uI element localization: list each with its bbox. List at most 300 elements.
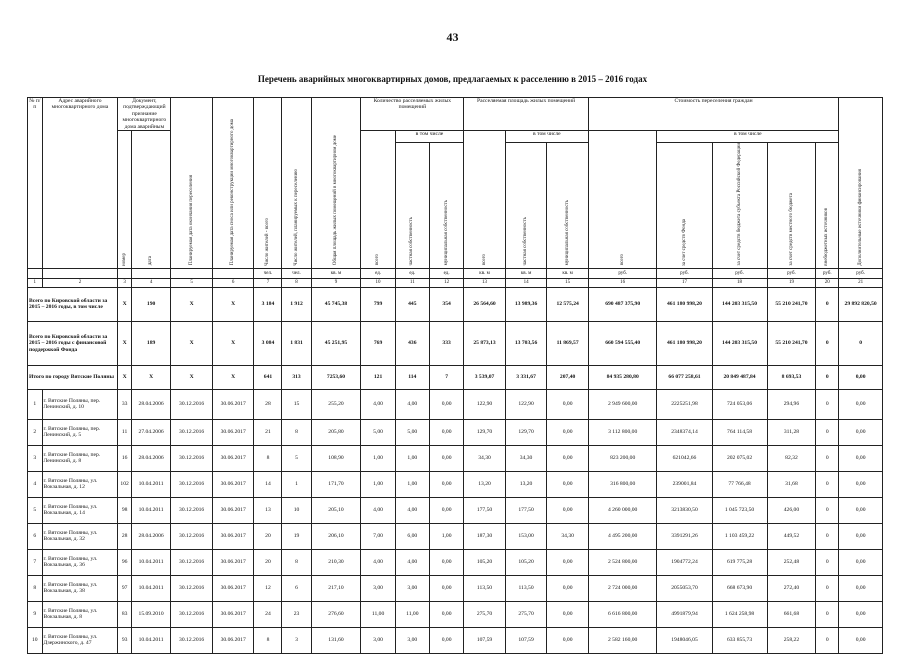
header-doc-number-text: номер: [121, 252, 127, 266]
header-cost-total-text: всего: [619, 254, 625, 266]
header-residents-planned: [282, 98, 311, 269]
row-cell: 0,00: [839, 627, 883, 653]
row-cell: 0: [816, 389, 839, 419]
row-address: г. Вятские Поляны, пер. Ленинский, д. 10: [42, 389, 118, 419]
row-cell: 82,32: [767, 445, 816, 471]
row-cell: 0,00: [429, 575, 463, 601]
header-cost-regional: [712, 143, 767, 269]
row-cell: 13: [254, 497, 282, 523]
row-cell: 0: [816, 497, 839, 523]
summary-cell: 144 203 315,50: [712, 321, 767, 365]
row-cell: 1,00: [395, 471, 429, 497]
row-cell: 311,28: [767, 419, 816, 445]
row-cell: 28.04.2006: [131, 445, 170, 471]
header-rooms-area: Расселяемая площадь жилых помещений: [464, 98, 589, 131]
header-area-municipal-text: муниципальная собственность: [564, 200, 570, 266]
row-cell: 171,70: [311, 471, 361, 497]
row-cell: 1 624 258,98: [712, 601, 767, 627]
table-row: [28, 389, 883, 419]
summary-cell: X: [118, 321, 132, 365]
row-cell: 0,00: [547, 445, 589, 471]
header-area-total-text: Общая площадь жилых помещений в многоквартирном доме: [333, 135, 339, 266]
row-cell: 20: [254, 523, 282, 549]
row-cell: 205,10: [311, 497, 361, 523]
row-cell: 4991879,94: [657, 601, 712, 627]
row-cell: 0,00: [429, 601, 463, 627]
row-cell: 4,00: [361, 549, 395, 575]
summary-label: Итого по городу Вятские Поляны: [28, 365, 118, 389]
row-cell: 107,59: [505, 627, 547, 653]
summary-cell: 12 575,24: [547, 287, 589, 321]
summary-cell: 7253,60: [311, 365, 361, 389]
unit-cell: кв. м: [464, 268, 506, 278]
row-cell: 0,00: [839, 523, 883, 549]
unit-cell: кв. м: [547, 268, 589, 278]
row-cell: 0,00: [547, 575, 589, 601]
row-cell: 1: [282, 471, 311, 497]
header-cost-regional-text: за счет средств бюджета субъекта Российской Федерации: [736, 143, 742, 266]
header-area-total: [311, 98, 361, 269]
row-cell: 96: [118, 549, 132, 575]
summary-cell: 0: [839, 321, 883, 365]
row-number: 5: [28, 497, 43, 523]
column-number: 4: [131, 278, 170, 287]
column-number: 20: [816, 278, 839, 287]
column-number: 13: [464, 278, 506, 287]
row-cell: 202 075,02: [712, 445, 767, 471]
row-number: 8: [28, 575, 43, 601]
row-cell: 2 524 800,00: [588, 549, 657, 575]
row-cell: 14: [254, 471, 282, 497]
unit-cell: чел.: [282, 268, 311, 278]
row-cell: 10.04.2011: [131, 575, 170, 601]
header-extra-text: Дополнительные источники финансирования: [857, 168, 863, 266]
row-cell: 0,00: [429, 419, 463, 445]
row-cell: 2 724 000,00: [588, 575, 657, 601]
row-cell: 4,00: [361, 389, 395, 419]
row-cell: 3391291,26: [657, 523, 712, 549]
header-cost-other: [816, 143, 839, 269]
row-cell: 252,48: [767, 549, 816, 575]
row-cell: 619 775,28: [712, 549, 767, 575]
row-address: г. Вятские Поляны, ул. Дзержинского, д. 47: [42, 627, 118, 653]
row-cell: 11: [118, 419, 132, 445]
summary-cell: 8 693,53: [767, 365, 816, 389]
row-cell: 21: [254, 419, 282, 445]
summary-cell: 333: [429, 321, 463, 365]
row-cell: 23: [282, 601, 311, 627]
column-number: 3: [118, 278, 132, 287]
row-cell: 13,20: [464, 471, 506, 497]
summary-cell: 354: [429, 287, 463, 321]
row-cell: 12: [254, 575, 282, 601]
column-number: 15: [547, 278, 589, 287]
unit-cell: [42, 268, 118, 278]
row-cell: 2348374,14: [657, 419, 712, 445]
row-cell: 30.06.2017: [212, 575, 254, 601]
row-cell: 30.06.2017: [212, 523, 254, 549]
row-cell: 0,00: [547, 389, 589, 419]
summary-cell: 66 077 258,61: [657, 365, 712, 389]
row-cell: 10: [282, 497, 311, 523]
summary-cell: 0: [816, 365, 839, 389]
row-cell: 3 112 800,00: [588, 419, 657, 445]
unit-cell: руб.: [588, 268, 657, 278]
column-number: 12: [429, 278, 463, 287]
unit-cell: руб.: [839, 268, 883, 278]
row-cell: 5: [282, 445, 311, 471]
header-rooms-including: в том числе: [395, 131, 464, 143]
row-cell: 2 582 160,00: [588, 627, 657, 653]
column-number: 11: [395, 278, 429, 287]
row-cell: 4,00: [395, 497, 429, 523]
row-cell: 0,00: [547, 549, 589, 575]
unit-cell: [212, 268, 254, 278]
header-rooms-total-text: всего: [375, 254, 381, 266]
row-cell: 8: [254, 445, 282, 471]
row-cell: 8: [282, 549, 311, 575]
row-address: г. Вятские Поляны, пер. Ленинский, д. 8: [42, 445, 118, 471]
row-cell: 93: [118, 627, 132, 653]
summary-cell: 189: [131, 321, 170, 365]
summary-cell: 114: [395, 365, 429, 389]
row-cell: 34,30: [547, 523, 589, 549]
row-cell: 7,00: [361, 523, 395, 549]
row-cell: 10.04.2011: [131, 471, 170, 497]
table-row: [28, 601, 883, 627]
summary-row: [28, 321, 883, 365]
summary-cell: 190: [131, 287, 170, 321]
column-number: 1: [28, 278, 43, 287]
row-cell: 31,68: [767, 471, 816, 497]
table-row: [28, 445, 883, 471]
row-cell: 30.06.2017: [212, 419, 254, 445]
column-number: 21: [839, 278, 883, 287]
row-number: 7: [28, 549, 43, 575]
column-number: 7: [254, 278, 282, 287]
row-cell: 3,00: [361, 627, 395, 653]
header-area-private: [505, 143, 547, 269]
header-cost-fund: [657, 143, 712, 269]
row-cell: 5,00: [395, 419, 429, 445]
column-number: 6: [212, 278, 254, 287]
summary-cell: 1 912: [282, 287, 311, 321]
row-number: 4: [28, 471, 43, 497]
summary-row: [28, 365, 883, 389]
row-cell: 34,30: [464, 445, 506, 471]
unit-cell: руб.: [816, 268, 839, 278]
header-cost-other-text: внебюджетных источников: [824, 207, 830, 266]
table-row: [28, 627, 883, 653]
row-cell: 10.04.2011: [131, 627, 170, 653]
summary-cell: 45 745,38: [311, 287, 361, 321]
row-cell: 294,96: [767, 389, 816, 419]
unit-cell: руб.: [657, 268, 712, 278]
column-number: 9: [311, 278, 361, 287]
row-cell: 1904772,24: [657, 549, 712, 575]
row-cell: 0,00: [839, 445, 883, 471]
row-cell: 0: [816, 549, 839, 575]
summary-cell: 641: [254, 365, 282, 389]
column-number: 5: [171, 278, 213, 287]
summary-cell: 121: [361, 365, 395, 389]
row-cell: 19: [282, 523, 311, 549]
summary-cell: 1 831: [282, 321, 311, 365]
row-cell: 621042,66: [657, 445, 712, 471]
header-rooms-count: Количество расселяемых жилых помещений: [361, 98, 464, 131]
table-row: [28, 575, 883, 601]
unit-cell: кв. м: [311, 268, 361, 278]
header-cost-fund-text: за счет средств Фонда: [681, 218, 687, 266]
row-cell: 3,00: [361, 575, 395, 601]
row-cell: 217,10: [311, 575, 361, 601]
row-cell: 30.12.2016: [171, 601, 213, 627]
summary-cell: 55 210 241,70: [767, 321, 816, 365]
row-cell: 0,00: [429, 445, 463, 471]
column-number: 17: [657, 278, 712, 287]
units-row: [28, 268, 883, 278]
row-cell: 2 949 600,00: [588, 389, 657, 419]
row-cell: 724 053,06: [712, 389, 767, 419]
row-cell: 0,00: [547, 471, 589, 497]
row-cell: 255,20: [311, 389, 361, 419]
row-cell: 28: [254, 389, 282, 419]
row-cell: 30.06.2017: [212, 601, 254, 627]
row-cell: 83: [118, 601, 132, 627]
row-cell: 129,70: [464, 419, 506, 445]
row-cell: 108,90: [311, 445, 361, 471]
row-cell: 0: [816, 575, 839, 601]
table-row: [28, 419, 883, 445]
header-area-municipal: [547, 143, 589, 269]
header-area-total-2-text: всего: [481, 254, 487, 266]
header-area-including: в том числе: [505, 131, 588, 143]
summary-cell: X: [212, 287, 254, 321]
header-cost-total: [588, 131, 657, 269]
summary-cell: 461 180 998,20: [657, 287, 712, 321]
unit-cell: [171, 268, 213, 278]
row-cell: 4,00: [361, 497, 395, 523]
row-cell: 449,52: [767, 523, 816, 549]
row-cell: 30.06.2017: [212, 445, 254, 471]
row-address: г. Вятские Поляны, ул. Вокзальная, д. 8: [42, 601, 118, 627]
header-planned-demolition: [212, 98, 254, 269]
row-cell: 4 260 000,00: [588, 497, 657, 523]
unit-cell: ед.: [395, 268, 429, 278]
header-doc-date: [131, 131, 170, 269]
row-cell: 177,50: [505, 497, 547, 523]
summary-cell: 461 180 998,20: [657, 321, 712, 365]
summary-cell: 3 539,07: [464, 365, 506, 389]
row-number: 1: [28, 389, 43, 419]
unit-cell: руб.: [767, 268, 816, 278]
row-cell: 1,00: [395, 445, 429, 471]
summary-cell: 13 989,36: [505, 287, 547, 321]
row-cell: 1,00: [361, 471, 395, 497]
summary-cell: 3 184: [254, 287, 282, 321]
summary-cell: 55 210 241,70: [767, 287, 816, 321]
row-cell: 24: [254, 601, 282, 627]
summary-cell: 660 594 555,40: [588, 321, 657, 365]
row-cell: 153,00: [505, 523, 547, 549]
row-cell: 764 114,58: [712, 419, 767, 445]
row-cell: 34,30: [505, 445, 547, 471]
row-cell: 1 045 723,50: [712, 497, 767, 523]
summary-label: Всего по Кировской области за 2015 – 2016 годы, в том числе: [28, 287, 118, 321]
housing-table: [27, 97, 883, 654]
row-cell: 30.06.2017: [212, 389, 254, 419]
unit-cell: кв. м: [505, 268, 547, 278]
row-address: г. Вятские Поляны, ул. Вокзальная, д. 38: [42, 575, 118, 601]
summary-cell: X: [212, 365, 254, 389]
row-cell: 0,00: [429, 389, 463, 419]
summary-cell: 207,40: [547, 365, 589, 389]
summary-row: [28, 287, 883, 321]
summary-cell: 3 331,67: [505, 365, 547, 389]
column-number: 19: [767, 278, 816, 287]
row-cell: 30.12.2016: [171, 389, 213, 419]
row-cell: 6 616 800,00: [588, 601, 657, 627]
row-cell: 0,00: [839, 549, 883, 575]
row-cell: 0,00: [429, 497, 463, 523]
row-cell: 4,00: [395, 389, 429, 419]
row-number: 6: [28, 523, 43, 549]
row-cell: 30.12.2016: [171, 575, 213, 601]
row-cell: 0,00: [839, 575, 883, 601]
header-rooms-municipal-text: муниципальная собственность: [443, 200, 449, 266]
column-number: 2: [42, 278, 118, 287]
row-cell: 30.12.2016: [171, 549, 213, 575]
row-cell: 0,00: [429, 471, 463, 497]
header-document: Документ, подтверждающий признание многоквартирного дома аварийным: [118, 98, 171, 131]
table-row: [28, 497, 883, 523]
row-address: г. Вятские Поляны, пер. Ленинский, д. 5: [42, 419, 118, 445]
header-rooms-total: [361, 131, 395, 269]
row-cell: 10.04.2011: [131, 549, 170, 575]
row-cell: 77 766,48: [712, 471, 767, 497]
row-cell: 2055053,70: [657, 575, 712, 601]
row-cell: 30.12.2016: [171, 419, 213, 445]
row-cell: 0,00: [429, 627, 463, 653]
summary-cell: 3 084: [254, 321, 282, 365]
row-cell: 3213830,50: [657, 497, 712, 523]
row-cell: 4,00: [395, 549, 429, 575]
column-number: 18: [712, 278, 767, 287]
row-cell: 28.04.2006: [131, 523, 170, 549]
row-cell: 0,00: [839, 497, 883, 523]
row-cell: 11,00: [361, 601, 395, 627]
row-cell: 27.04.2006: [131, 419, 170, 445]
header-cost-including: в том числе: [657, 131, 839, 143]
row-cell: 3,00: [395, 627, 429, 653]
table-row: [28, 471, 883, 497]
row-cell: 275,70: [464, 601, 506, 627]
header-residents-text: Число жителей - всего: [265, 217, 271, 266]
summary-cell: 0: [816, 287, 839, 321]
row-cell: 1,00: [361, 445, 395, 471]
header-planned-end: [171, 98, 213, 269]
row-cell: 8: [254, 627, 282, 653]
row-cell: 28.04.2006: [131, 389, 170, 419]
column-number: 8: [282, 278, 311, 287]
row-cell: 131,60: [311, 627, 361, 653]
row-cell: 33: [118, 389, 132, 419]
table-row: [28, 549, 883, 575]
row-cell: 113,50: [464, 575, 506, 601]
row-cell: 15: [282, 389, 311, 419]
row-cell: 30.06.2017: [212, 549, 254, 575]
row-cell: 1948046,05: [657, 627, 712, 653]
row-cell: 1 103 459,22: [712, 523, 767, 549]
unit-cell: [28, 268, 43, 278]
row-cell: 6: [282, 575, 311, 601]
row-number: 10: [28, 627, 43, 653]
row-cell: 15.09.2010: [131, 601, 170, 627]
header-address: Адрес аварийного многоквартирного дома: [42, 98, 118, 269]
row-cell: 206,10: [311, 523, 361, 549]
header-num: № п/п: [28, 98, 43, 269]
column-number: 14: [505, 278, 547, 287]
row-cell: 0: [816, 419, 839, 445]
row-cell: 661,68: [767, 601, 816, 627]
row-cell: 668 673,90: [712, 575, 767, 601]
header-cost-local-text: за счет средств местного бюджета: [788, 192, 794, 266]
row-number: 9: [28, 601, 43, 627]
row-cell: 1,00: [429, 523, 463, 549]
summary-cell: 144 203 315,50: [712, 287, 767, 321]
summary-cell: 29 892 820,50: [839, 287, 883, 321]
summary-cell: 445: [395, 287, 429, 321]
row-cell: 823 200,00: [588, 445, 657, 471]
row-cell: 13,20: [505, 471, 547, 497]
row-cell: 16: [118, 445, 132, 471]
header-cost-local: [767, 143, 816, 269]
row-cell: 0: [816, 601, 839, 627]
header-area-total-2: [464, 131, 506, 269]
row-cell: 0,00: [547, 601, 589, 627]
document-title: Перечень аварийных многоквартирных домов, предлагаемых к расселению в 2015 – 2016 годах: [257, 74, 648, 84]
summary-cell: 799: [361, 287, 395, 321]
summary-cell: X: [171, 287, 213, 321]
row-cell: 0,00: [429, 549, 463, 575]
header-planned-end-text: Планируемая дата окончания переселения: [188, 175, 194, 266]
row-cell: 129,70: [505, 419, 547, 445]
summary-cell: X: [171, 321, 213, 365]
row-cell: 0,00: [547, 627, 589, 653]
summary-cell: 0: [816, 321, 839, 365]
row-cell: 0,00: [547, 497, 589, 523]
header-doc-date-text: дата: [148, 256, 154, 266]
row-cell: 0: [816, 627, 839, 653]
row-cell: 97: [118, 575, 132, 601]
row-cell: 272,40: [767, 575, 816, 601]
summary-cell: X: [131, 365, 170, 389]
row-cell: 3: [282, 627, 311, 653]
header-residents-planned-text: Число жителей, планируемых к переселению: [293, 168, 299, 266]
row-cell: 5,00: [361, 419, 395, 445]
row-number: 2: [28, 419, 43, 445]
row-cell: 30.12.2016: [171, 497, 213, 523]
summary-cell: 26 564,60: [464, 287, 506, 321]
summary-cell: X: [171, 365, 213, 389]
row-cell: 2225251,98: [657, 389, 712, 419]
row-cell: 10.04.2011: [131, 497, 170, 523]
unit-cell: ед.: [361, 268, 395, 278]
row-cell: 0: [816, 445, 839, 471]
row-cell: 210,30: [311, 549, 361, 575]
row-cell: 0: [816, 523, 839, 549]
row-cell: 30.06.2017: [212, 627, 254, 653]
